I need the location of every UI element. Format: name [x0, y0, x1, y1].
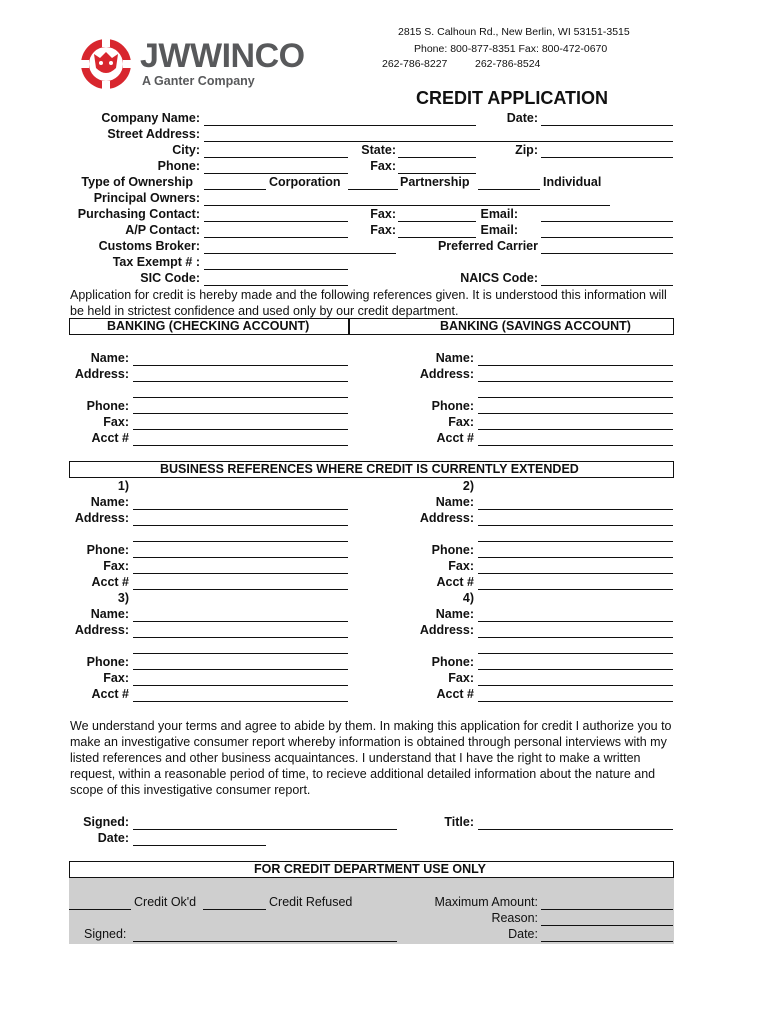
- savings-name-label: Name:: [435, 351, 474, 365]
- purchasing-fax-label: Fax:: [370, 207, 396, 221]
- ap-email-field[interactable]: [541, 237, 673, 238]
- state-label: State:: [361, 143, 396, 157]
- checking-address-label: Address:: [74, 367, 129, 381]
- ref4-address-label: Address:: [419, 623, 474, 637]
- checking-fax-field[interactable]: [133, 429, 348, 430]
- checking-phone-field[interactable]: [133, 413, 348, 414]
- ref4-address-field-2[interactable]: [478, 653, 673, 654]
- credit-ok-checkbox[interactable]: [69, 909, 131, 910]
- ref1-phone-label: Phone:: [86, 543, 129, 557]
- ap-email-label: Email:: [480, 223, 518, 237]
- naics-code-label: NAICS Code:: [460, 271, 538, 285]
- partnership-label: Partnership: [400, 175, 470, 189]
- street-address-field[interactable]: [204, 141, 673, 142]
- ref4-name-label: Name:: [435, 607, 474, 621]
- ref3-phone-label: Phone:: [86, 655, 129, 669]
- date-field[interactable]: [541, 125, 673, 126]
- ref1-name-field[interactable]: [133, 509, 348, 510]
- checking-acct-label: Acct #: [91, 431, 129, 445]
- ref2-name-field[interactable]: [478, 509, 673, 510]
- checking-name-field[interactable]: [133, 365, 348, 366]
- ref4-phone-label: Phone:: [431, 655, 474, 669]
- ref1-address-label: Address:: [74, 511, 129, 525]
- fax-label: Fax:: [370, 159, 396, 173]
- signed-label: Signed:: [83, 815, 129, 829]
- zip-field[interactable]: [541, 157, 673, 158]
- corporation-label: Corporation: [269, 175, 341, 189]
- preferred-carrier-label: Preferred Carrier: [437, 239, 538, 253]
- credit-signed-field[interactable]: [133, 941, 397, 942]
- zip-label: Zip:: [515, 143, 538, 157]
- ref2-number: 2): [462, 479, 474, 493]
- purchasing-email-field[interactable]: [541, 221, 673, 222]
- company-local-fax: 262-786-8524: [475, 58, 541, 70]
- corporation-checkbox[interactable]: [204, 189, 266, 190]
- savings-phone-field[interactable]: [478, 413, 673, 414]
- reason-label: Reason:: [491, 911, 538, 925]
- ref1-acct-field[interactable]: [133, 589, 348, 590]
- title-label: Title:: [444, 815, 474, 829]
- ref2-phone-field[interactable]: [478, 557, 673, 558]
- credit-refused-checkbox[interactable]: [203, 909, 266, 910]
- banking-checking-header: BANKING (CHECKING ACCOUNT): [107, 319, 310, 333]
- credit-dept-shaded-area: [69, 878, 674, 944]
- principal-owners-field[interactable]: [204, 205, 610, 206]
- company-logo: [80, 38, 340, 90]
- ref1-acct-label: Acct #: [91, 575, 129, 589]
- ref1-fax-field[interactable]: [133, 573, 348, 574]
- savings-address-field-2[interactable]: [478, 397, 673, 398]
- purchasing-fax-field[interactable]: [398, 221, 476, 222]
- ref1-name-label: Name:: [90, 495, 129, 509]
- savings-fax-field[interactable]: [478, 429, 673, 430]
- ref2-acct-label: Acct #: [436, 575, 474, 589]
- ap-fax-field[interactable]: [398, 237, 476, 238]
- ref4-fax-label: Fax:: [448, 671, 474, 685]
- company-address: 2815 S. Calhoun Rd., New Berlin, WI 53151-3515: [398, 26, 630, 38]
- credit-ok-label: Credit Ok'd: [134, 895, 197, 909]
- checking-address-field-2[interactable]: [133, 397, 348, 398]
- max-amount-field[interactable]: [541, 909, 673, 910]
- ref1-address-field-1[interactable]: [133, 525, 348, 526]
- signature-date-label: Date:: [97, 831, 129, 845]
- savings-address-label: Address:: [419, 367, 474, 381]
- city-label: City:: [172, 143, 200, 157]
- individual-label: Individual: [543, 175, 602, 189]
- phone-field[interactable]: [204, 173, 348, 174]
- ref2-phone-label: Phone:: [431, 543, 474, 557]
- title-field[interactable]: [478, 829, 673, 830]
- logo-emblem-icon: [80, 38, 132, 90]
- checking-address-field-1[interactable]: [133, 381, 348, 382]
- ref4-number: 4): [462, 591, 474, 605]
- logo-wordmark: JWWINCO: [140, 37, 305, 75]
- ref1-address-field-2[interactable]: [133, 541, 348, 542]
- ref2-address-field-1[interactable]: [478, 525, 673, 526]
- company-name-field[interactable]: [204, 125, 476, 126]
- ref4-address-field-1[interactable]: [478, 637, 673, 638]
- tax-exempt-field[interactable]: [204, 269, 348, 270]
- company-name-label: Company Name:: [101, 111, 200, 125]
- savings-acct-label: Acct #: [436, 431, 474, 445]
- ap-contact-label: A/P Contact:: [125, 223, 200, 237]
- ref3-address-label: Address:: [74, 623, 129, 637]
- ref3-name-label: Name:: [90, 607, 129, 621]
- principal-owners-label: Principal Owners:: [93, 191, 200, 205]
- max-amount-label: Maximum Amount:: [434, 895, 538, 909]
- ref3-fax-field[interactable]: [133, 685, 348, 686]
- checking-phone-label: Phone:: [86, 399, 129, 413]
- ref2-fax-field[interactable]: [478, 573, 673, 574]
- savings-name-field[interactable]: [478, 365, 673, 366]
- signature-date-field[interactable]: [133, 845, 266, 846]
- credit-dept-header: FOR CREDIT DEPARTMENT USE ONLY: [254, 862, 486, 876]
- preferred-carrier-field[interactable]: [541, 253, 673, 254]
- checking-acct-field[interactable]: [133, 445, 348, 446]
- purchasing-email-label: Email:: [480, 207, 518, 221]
- ownership-label: Type of Ownership: [81, 175, 193, 189]
- ref3-address-field-1[interactable]: [133, 637, 348, 638]
- ref2-address-label: Address:: [419, 511, 474, 525]
- ref1-phone-field[interactable]: [133, 557, 348, 558]
- ref1-number: 1): [117, 479, 129, 493]
- checking-name-label: Name:: [90, 351, 129, 365]
- ref1-fax-label: Fax:: [103, 559, 129, 573]
- city-field[interactable]: [204, 157, 348, 158]
- credit-signed-label: Signed:: [84, 927, 127, 941]
- ref4-fax-field[interactable]: [478, 685, 673, 686]
- savings-acct-field[interactable]: [478, 445, 673, 446]
- sic-code-field[interactable]: [204, 285, 348, 286]
- ref3-fax-label: Fax:: [103, 671, 129, 685]
- company-phone-fax: Phone: 800-877-8351 Fax: 800-472-0670: [414, 43, 608, 55]
- ref4-phone-field[interactable]: [478, 669, 673, 670]
- banking-savings-header: BANKING (SAVINGS ACCOUNT): [440, 319, 631, 333]
- ref2-address-field-2[interactable]: [478, 541, 673, 542]
- credit-refused-label: Credit Refused: [269, 895, 353, 909]
- phone-label: Phone:: [157, 159, 200, 173]
- sic-code-label: SIC Code:: [140, 271, 200, 285]
- company-local-phone: 262-786-8227: [382, 58, 448, 70]
- ref3-acct-label: Acct #: [91, 687, 129, 701]
- ref3-name-field[interactable]: [133, 621, 348, 622]
- ref2-fax-label: Fax:: [448, 559, 474, 573]
- terms-text: We understand your terms and agree to abide by them. In making this application for credit I authorize you to make an investigative consumer report whereby information is obtained through personal interviews with my listed references and other business acquaintances. I understand that I have the right to make a written request, within a reasonable period of time, to recieve additional detailed information about the nature and scope of this investigative consumer report.: [70, 719, 672, 797]
- savings-fax-label: Fax:: [448, 415, 474, 429]
- ref3-acct-field[interactable]: [133, 701, 348, 702]
- ref3-address-field-2[interactable]: [133, 653, 348, 654]
- customs-broker-field[interactable]: [204, 253, 396, 254]
- page-title: CREDIT APPLICATION: [416, 88, 608, 108]
- naics-code-field[interactable]: [541, 285, 673, 286]
- savings-phone-label: Phone:: [431, 399, 474, 413]
- checking-fax-label: Fax:: [103, 415, 129, 429]
- credit-date-field[interactable]: [541, 941, 673, 942]
- state-field[interactable]: [398, 157, 476, 158]
- customs-broker-label: Customs Broker:: [98, 239, 200, 253]
- signed-field[interactable]: [133, 829, 397, 830]
- reason-field[interactable]: [541, 925, 673, 926]
- fax-field[interactable]: [398, 173, 476, 174]
- ref4-acct-field[interactable]: [478, 701, 673, 702]
- ref3-phone-field[interactable]: [133, 669, 348, 670]
- individual-checkbox[interactable]: [478, 189, 540, 190]
- ap-fax-label: Fax:: [370, 223, 396, 237]
- street-address-label: Street Address:: [107, 127, 200, 141]
- ref2-name-label: Name:: [435, 495, 474, 509]
- date-label: Date:: [506, 111, 538, 125]
- ref4-acct-label: Acct #: [436, 687, 474, 701]
- references-header: BUSINESS REFERENCES WHERE CREDIT IS CURRENTLY EXTENDED: [160, 462, 579, 476]
- ref3-number: 3): [117, 591, 129, 605]
- savings-address-field-1[interactable]: [478, 381, 673, 382]
- purchasing-contact-field[interactable]: [204, 221, 348, 222]
- ap-contact-field[interactable]: [204, 237, 348, 238]
- purchasing-contact-label: Purchasing Contact:: [77, 207, 200, 221]
- logo-subtitle: A Ganter Company: [142, 74, 255, 88]
- partnership-checkbox[interactable]: [348, 189, 398, 190]
- intro-text: Application for credit is hereby made and the following references given. It is understood this information will be held in strictest confidence and used only by our credit department.: [70, 288, 667, 318]
- ref4-name-field[interactable]: [478, 621, 673, 622]
- credit-date-label: Date:: [508, 927, 538, 941]
- ref2-acct-field[interactable]: [478, 589, 673, 590]
- tax-exempt-label: Tax Exempt # :: [112, 255, 200, 269]
